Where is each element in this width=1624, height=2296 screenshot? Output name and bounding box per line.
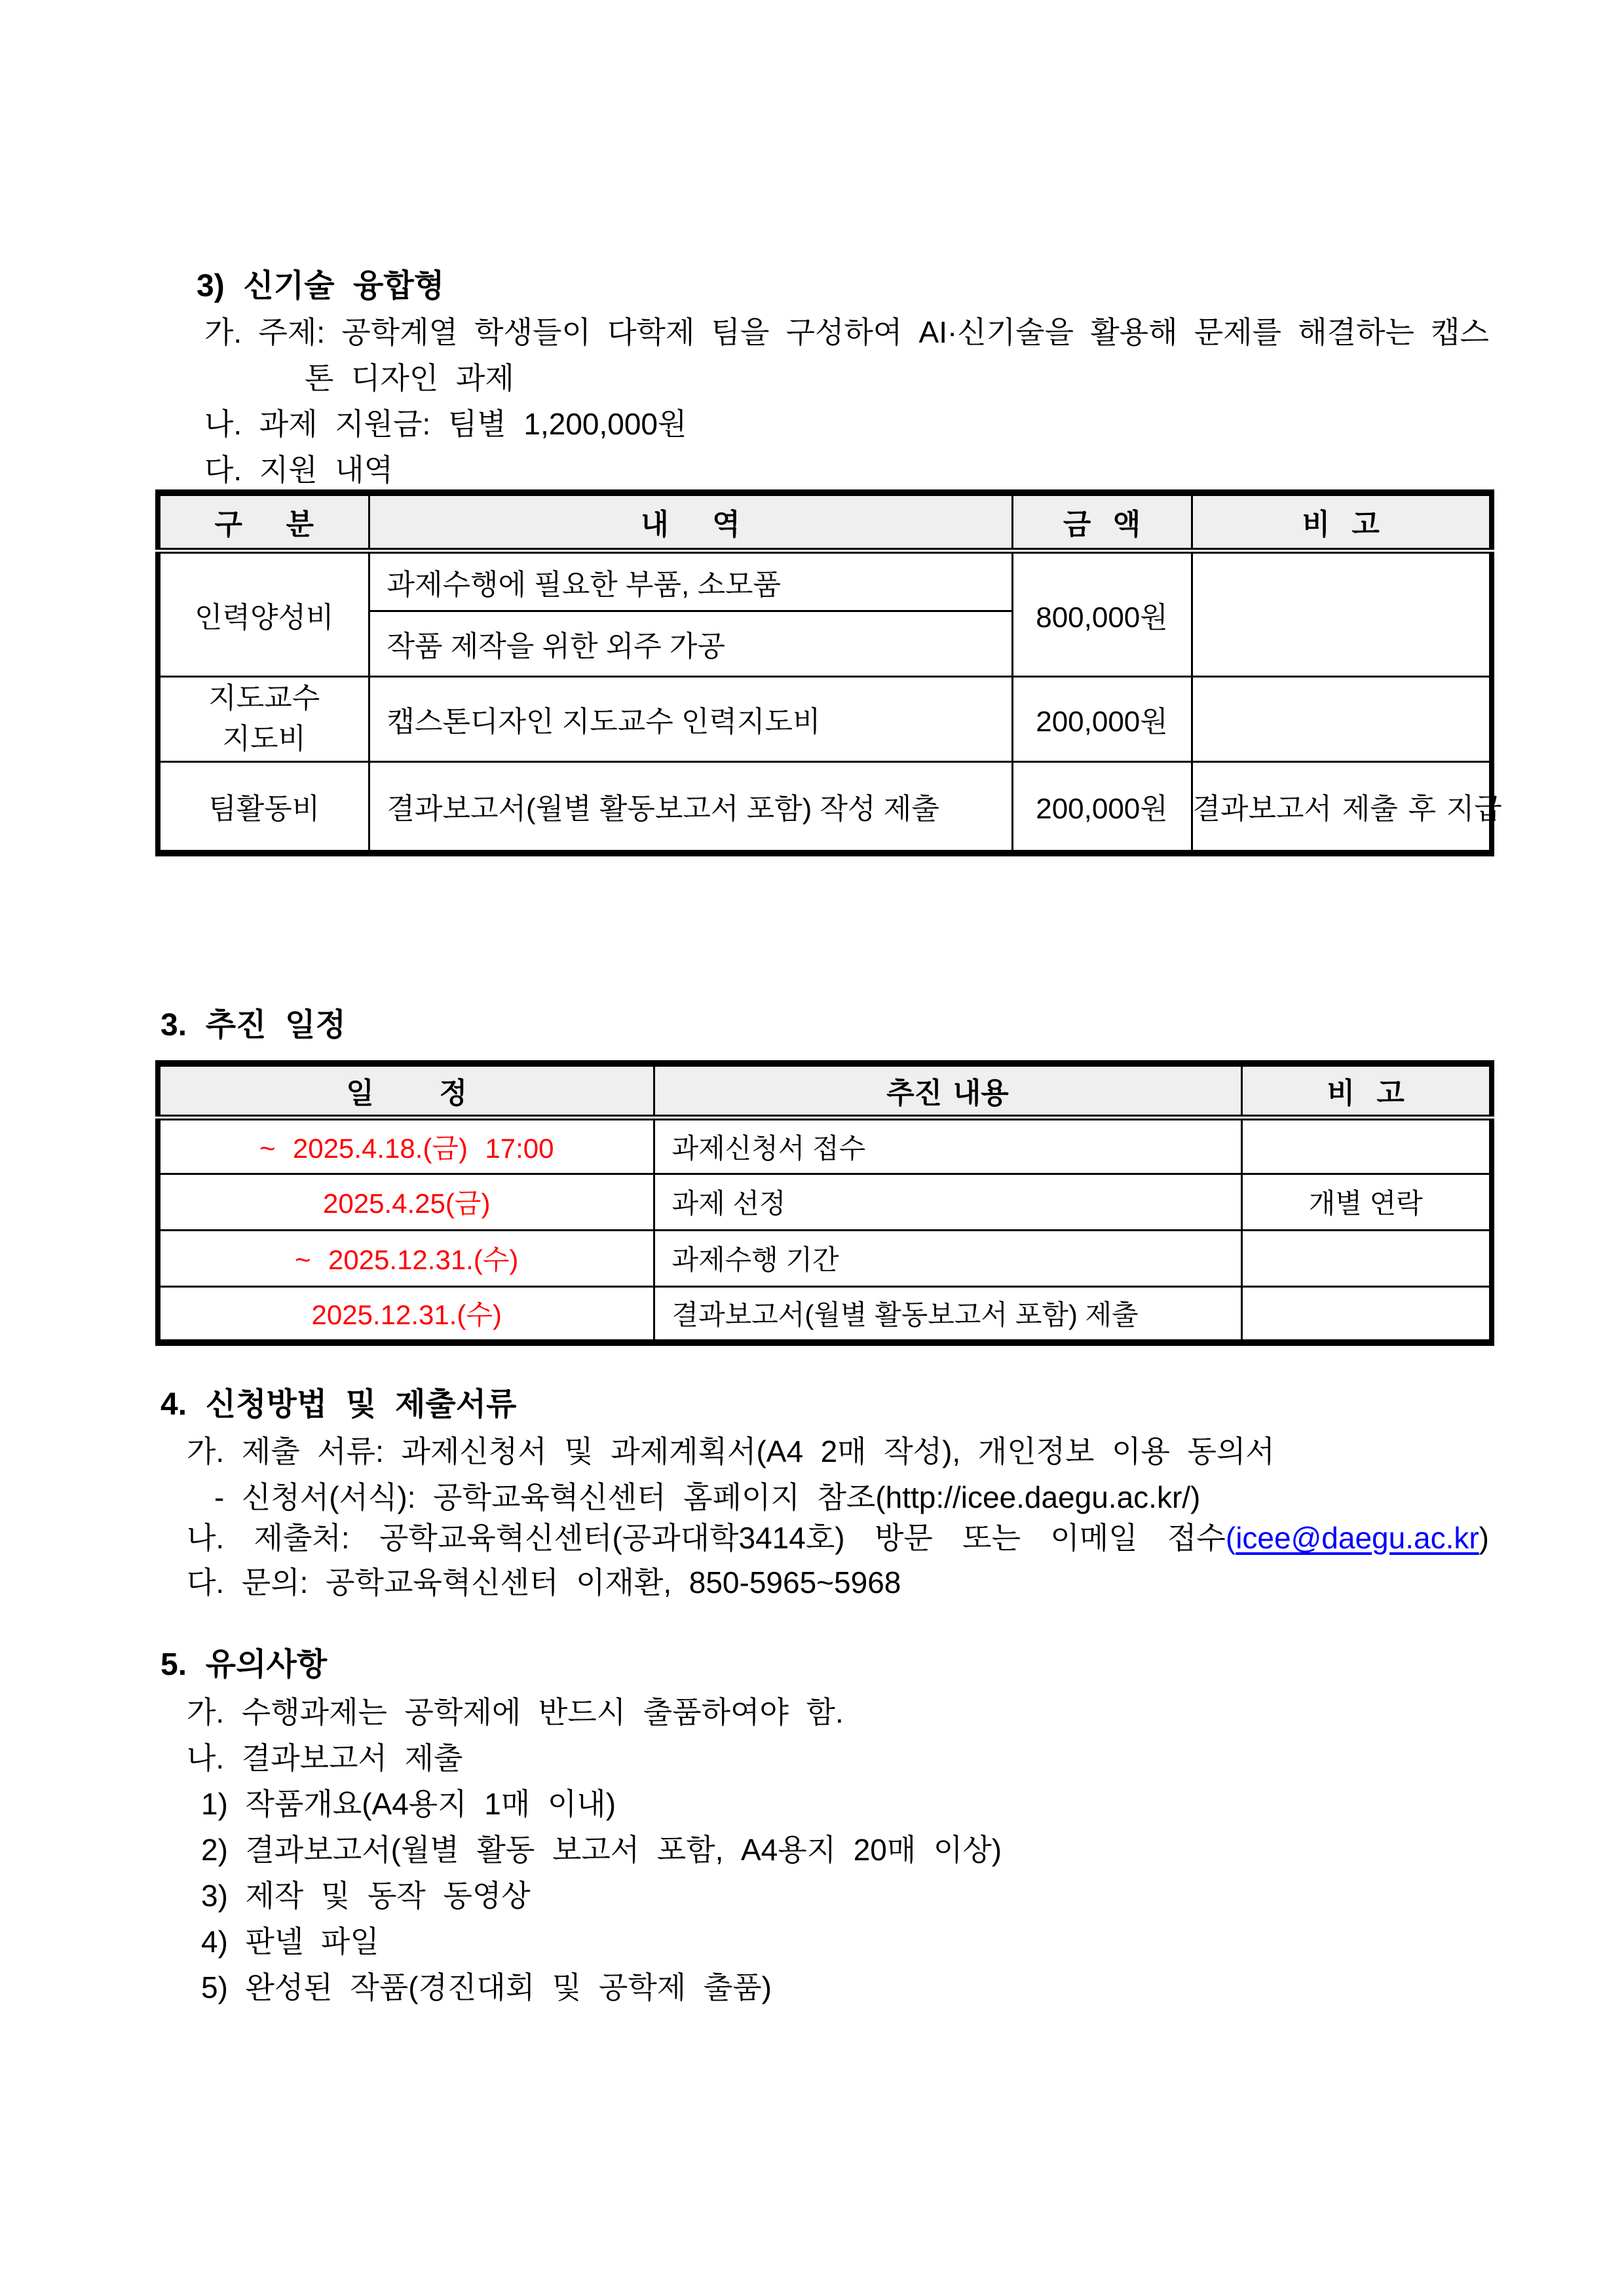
table-row [158,676,1492,761]
schedule-row [158,1174,1492,1230]
subsection3-item-c-support: 다. 지원 내역 [204,453,394,487]
cell-note-individual-contact: 개별 연락 [1241,1174,1492,1230]
notice-sub-item-2: 2) 결과보고서(월별 활동 보고서 포함, A4용지 20매 이상) [201,1833,1002,1867]
support-table-header-row [158,493,1492,550]
subsection3-item-a-line2: 톤 디자인 과제 [305,361,514,395]
cell-amount-800000: 800,000원 [1012,550,1192,676]
apply-item-c-contact: 다. 문의: 공학교육혁신센터 이재환, 850-5965~5968 [187,1565,901,1599]
header-cell-note: 비 고 [1192,493,1492,550]
support-detail-table [155,489,1502,856]
cell-content-final-report: 결과보고서(월별 활동보고서 포함) 제출 [654,1286,1241,1343]
cell-note-empty [1241,1117,1492,1174]
cell-content-application: 과제신청서 접수 [654,1117,1241,1174]
header-cell-content: 추진 내용 [654,1063,1241,1117]
section-title-apply: 4. 신청방법 및 제출서류 [161,1387,517,1422]
header-cell-detail: 내 역 [369,493,1012,550]
header-cell-amount: 금 액 [1012,493,1192,550]
apply-item-a-sub-form: - 신청서(서식): 공학교육혁신센터 홈페이지 참조(http://icee.daegu.ac.kr/) [214,1480,1201,1514]
cell-detail-advising: 캡스톤디자인 지도교수 인력지도비 [369,676,1012,761]
cell-note-empty [1241,1230,1492,1286]
header-cell-note: 비 고 [1241,1063,1492,1117]
cell-category-advisor [158,676,369,761]
paren-close: ) [1479,1521,1489,1555]
subsection3-item-b-funding: 나. 과제 지원금: 팀별 1,200,000원 [204,407,687,441]
paren-open: ( [1225,1521,1236,1555]
cell-date-final-report: 2025.12.31.(수) [158,1286,654,1343]
schedule-row [158,1286,1492,1343]
notice-sub-item-1: 1) 작품개요(A4용지 1매 이내) [201,1787,616,1821]
cell-content-period: 과제수행 기간 [654,1230,1241,1286]
cell-date-selection: 2025.4.25(금) [158,1174,654,1230]
apply-item-b-text: 나. 제출처: 공학교육혁신센터(공과대학3414호) 방문 또는 이메일 접수 [187,1521,1226,1555]
cell-detail-outsourcing: 작품 제작을 위한 외주 가공 [369,611,1012,676]
email-link[interactable]: icee@daegu.ac.kr [1236,1521,1479,1555]
cell-note-empty [1241,1286,1492,1343]
notice-sub-item-3: 3) 제작 및 동작 동영상 [201,1879,531,1913]
schedule-table [155,1060,1494,1346]
subsection3-item-a-line1: 가. 주제: 공학계열 학생들이 다학제 팀을 구성하여 AI·신기술을 활용해 문제를 해결하는 캡스 [204,315,1489,349]
notice-item-b-report: 나. 결과보고서 제출 [187,1741,463,1775]
cell-category-advisor-line2: 지도비 [222,723,306,755]
cell-category-hr: 인력양성비 [158,550,369,676]
cell-note-payment: 결과보고서 제출 후 지급 [1192,761,1492,853]
schedule-header-row [158,1063,1492,1117]
schedule-row [158,1230,1492,1286]
cell-detail-report: 결과보고서(월별 활동보고서 포함) 작성 제출 [369,761,1012,853]
header-cell-category: 구 분 [158,493,369,550]
subsection-title-new-tech: 3) 신기술 융합형 [197,269,445,303]
section-title-schedule: 3. 추진 일정 [161,1008,346,1043]
cell-detail-parts: 과제수행에 필요한 부품, 소모품 [369,550,1012,611]
table-row [158,550,1492,611]
cell-amount-200000: 200,000원 [1012,676,1192,761]
cell-content-selection: 과제 선정 [654,1174,1241,1230]
cell-note-empty [1192,550,1492,676]
notice-sub-item-5: 5) 완성된 작품(경진대회 및 공학제 출품) [201,1970,772,2004]
cell-date-period: ~ 2025.12.31.(수) [158,1230,654,1286]
notice-item-a-exhibit: 가. 수행과제는 공학제에 반드시 출품하여야 함. [187,1695,844,1729]
section-title-notice: 5. 유의사항 [161,1647,328,1682]
apply-item-a-documents: 가. 제출 서류: 과제신청서 및 과제계획서(A4 2매 작성), 개인정보 이용 동의서 [187,1434,1275,1468]
cell-date-deadline: ~ 2025.4.18.(금) 17:00 [158,1117,654,1174]
table-row [158,761,1492,853]
cell-amount-200000: 200,000원 [1012,761,1192,853]
schedule-row [158,1117,1492,1174]
cell-category-advisor-line1: 지도교수 [208,682,320,714]
apply-item-b-submission [187,1519,1489,1557]
cell-category-team: 팀활동비 [158,761,369,853]
cell-note-empty [1192,676,1492,761]
header-cell-date: 일 정 [158,1063,654,1117]
notice-sub-item-4: 4) 판넬 파일 [201,1924,379,1959]
